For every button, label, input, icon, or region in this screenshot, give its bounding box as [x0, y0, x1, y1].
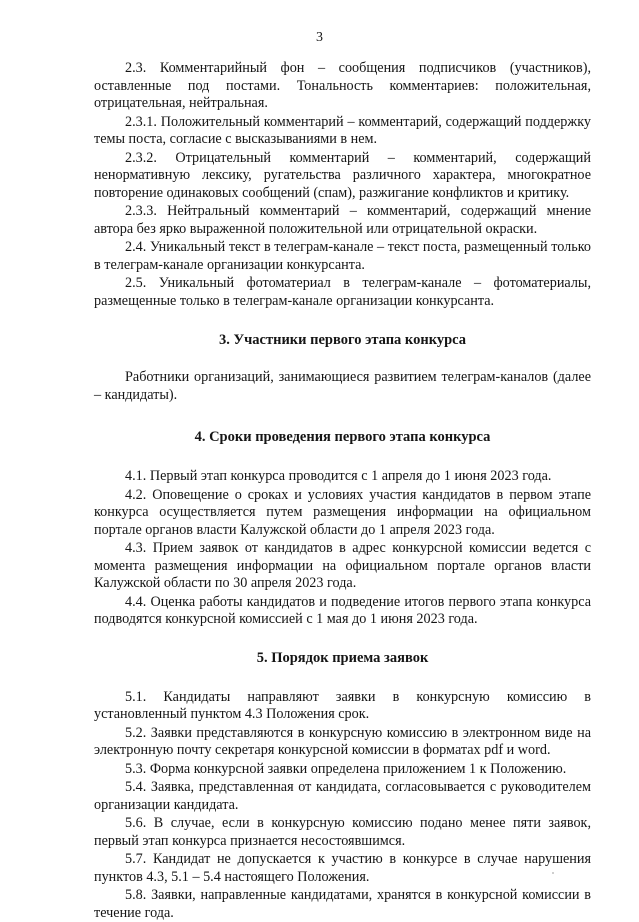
paragraph-5-4: 5.4. Заявка, представленная от кандидата, согласовывается с руководителем организации кандидата. — [94, 779, 591, 813]
section-4-heading: 4. Сроки проведения первого этапа конкурса — [194, 429, 491, 445]
paragraph-5-6: 5.6. В случае, если в конкурсную комиссию подано менее пяти заявок, первый этап конкурса признается несостоявшимся. — [94, 815, 591, 849]
paragraph-5-2: 5.2. Заявки представляются в конкурсную комиссию в электронном виде на электронную почту секретаря конкурсной комиссии в форматах pdf и word. — [94, 724, 591, 758]
paragraph-2-3-1: 2.3.1. Положительный комментарий – комментарий, содержащий поддержку темы поста, согласие с высказываниями в нем. — [94, 113, 591, 147]
paragraph-5-3: 5.3. Форма конкурсной заявки определена приложением 1 к Положению. — [125, 760, 567, 777]
paragraph-2-5: 2.5. Уникальный фотоматериал в телеграм-канале – фотоматериалы, размещенные только в телеграм-канале организации конкурсанта. — [94, 275, 591, 309]
paragraph-4-1: 4.1. Первый этап конкурса проводится с 1 апреля до 1 июня 2023 года. — [125, 468, 552, 484]
paragraph-3-1: Работники организаций, занимающиеся развитием телеграм-каналов (далее – кандидаты). — [94, 369, 591, 403]
paragraph-5-1: 5.1. Кандидаты направляют заявки в конкурсную комиссию в установленный пунктом 4.3 Положения срок. — [94, 688, 591, 722]
document-body — [94, 60, 591, 922]
paragraph-2-4: 2.4. Уникальный текст в телеграм-канале – текст поста, размещенный только в телеграм-канале организации конкурсанта. — [94, 239, 591, 273]
page-number: 3 — [316, 30, 323, 45]
paragraph-2-3: 2.3. Комментарийный фон – сообщения подписчиков (участников), оставленные под постами. Тональность комментариев: положительная, отрицательная, нейтральная. — [94, 60, 591, 111]
paragraph-4-3: 4.3. Прием заявок от кандидатов в адрес конкурсной комиссии ведется с момента размещения информации на официальном портале органов власти Калужской области по 30 апреля 2023 года. — [94, 540, 591, 591]
scan-speck — [552, 872, 554, 874]
paragraph-2-3-3: 2.3.3. Нейтральный комментарий – комментарий, содержащий мнение автора без ярко выраженной положительной или отрицательной окраски. — [94, 203, 591, 237]
paragraph-5-8: 5.8. Заявки, направленные кандидатами, хранятся в конкурсной комиссии в течение года. — [94, 887, 591, 921]
paragraph-4-2: 4.2. Оповещение о сроках и условиях участия кандидатов в первом этапе конкурса осуществляется путем размещения информации на официальном портале органов власти Калужской области до 1 апреля 2023 года. — [94, 486, 591, 538]
section-5-heading: 5. Порядок приема заявок — [256, 649, 429, 666]
paragraph-2-3-2: 2.3.2. Отрицательный комментарий – комментарий, содержащий ненормативную лексику, ругательства различного характера, многократное повторение одинаковых сообщений (спам), разжигание конфликтов и критику. — [94, 149, 591, 201]
paragraph-5-7: 5.7. Кандидат не допускается к участию в конкурсе в случае нарушения пунктов 4.3, 5.1 – 5.4 настоящего Положения. — [94, 851, 591, 885]
paragraph-4-4: 4.4. Оценка работы кандидатов и подведение итогов первого этапа конкурса подводятся конкурсной комиссией с 1 мая до 1 июня 2023 года. — [94, 593, 591, 627]
section-3-heading: 3. Участники первого этапа конкурса — [218, 332, 467, 348]
